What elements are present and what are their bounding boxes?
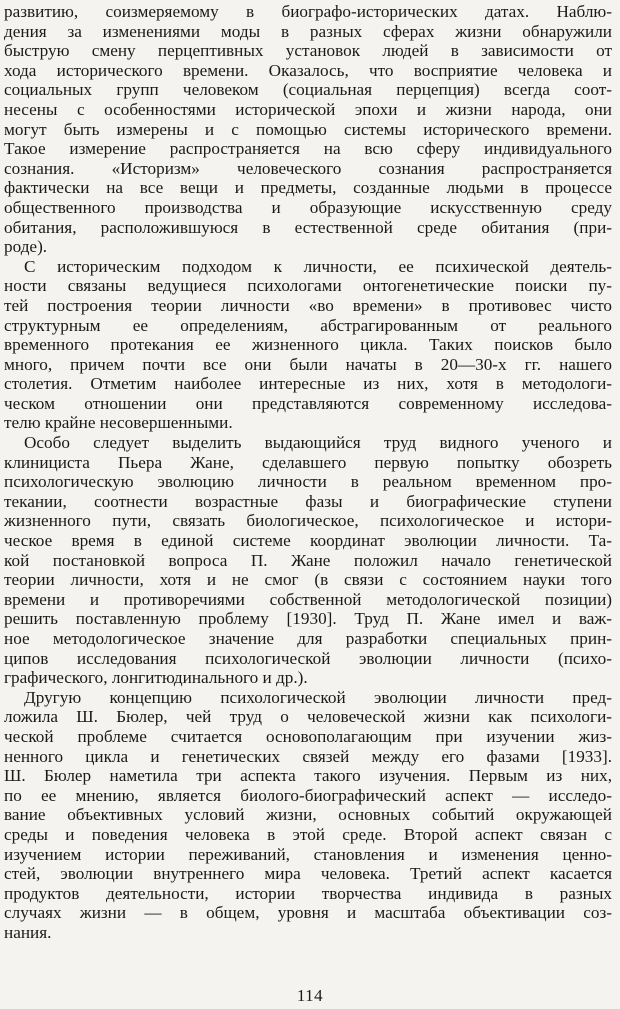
text-line: вание объективных условий жизни, основных событий окружающей bbox=[4, 805, 612, 825]
text-line: стей, эволюции внутреннего мира человека. Третий аспект касается bbox=[4, 864, 612, 884]
text-line: нания. bbox=[4, 922, 52, 942]
text-line: С историческим подходом к личности, ее психической деятель- bbox=[24, 256, 612, 276]
text-line: продуктов деятельности, истории творчества индивида в разных bbox=[4, 883, 612, 903]
text-line: тей построения теории личности «во времени» в противовес чисто bbox=[4, 295, 612, 315]
text-line: обитания, расположившуюся в естественной среде обитания (при- bbox=[4, 217, 612, 237]
text-line: ческом отношении они представляются современному исследова- bbox=[4, 393, 612, 413]
text-line: Особо следует выделить выдающийся труд видного ученого и bbox=[24, 433, 612, 453]
text-line: временного протекания ее жизненного цикла. Таких поисков было bbox=[4, 335, 612, 355]
text-line: структурным ее определениям, абстрагированным от реального bbox=[4, 315, 612, 335]
text-line: ложила Ш. Бюлер, чей труд о человеческой жизни как психологи- bbox=[4, 707, 612, 727]
text-line: дения за изменениями моды в разных сферах жизни обнаружили bbox=[4, 21, 612, 41]
text-line: Другую концепцию психологической эволюции личности пред- bbox=[24, 687, 612, 707]
text-line: по ее мнению, является биолого-биографический аспект — исследо- bbox=[4, 785, 612, 805]
page-text bbox=[4, 2, 612, 943]
text-line: случаях жизни — в общем, уровня и масштаба объективации соз- bbox=[4, 903, 612, 923]
text-line: хода исторического времени. Оказалось, что восприятие человека и bbox=[4, 60, 612, 80]
text-line: Ш. Бюлер наметила три аспекта такого изучения. Первым из них, bbox=[4, 766, 612, 786]
paragraph bbox=[4, 688, 612, 943]
text-line: ненного цикла и генетических связей между его фазами [1933]. bbox=[4, 746, 612, 766]
text-line: несены с особенностями исторической эпохи и жизни народа, они bbox=[4, 99, 612, 119]
text-line: Такое измерение распространяется на всю сферу индивидуального bbox=[4, 139, 612, 159]
paragraph bbox=[4, 2, 612, 257]
text-line: решить поставленную проблему [1930]. Труд П. Жане имел и важ- bbox=[4, 609, 612, 629]
page-number: 114 bbox=[296, 986, 324, 1005]
text-line: клинициста Пьера Жане, сделавшего первую попытку обозреть bbox=[4, 452, 612, 472]
text-line: кой постановкой вопроса П. Жане положил начало генетической bbox=[4, 550, 612, 570]
text-line: ческое время в единой системе координат эволюции личности. Та- bbox=[4, 531, 612, 551]
text-line: быструю смену перцептивных установок людей в зависимости от bbox=[4, 41, 612, 61]
text-line: сознания. «Историзм» человеческого сознания распространяется bbox=[4, 158, 612, 178]
text-line: много, причем почти все они были начаты в 20—30-х гг. нашего bbox=[4, 354, 612, 374]
text-line: телю крайне несовершенными. bbox=[4, 413, 233, 433]
text-line: психологическую эволюцию личности в реальном временном про- bbox=[4, 472, 612, 492]
text-line: текании, соотнести возрастные фазы и биографические ступени bbox=[4, 491, 612, 511]
text-line: изучением истории переживаний, становления и изменения ценно- bbox=[4, 844, 612, 864]
text-line: развитию, соизмеряемому в биографо-исторических датах. Наблю- bbox=[4, 2, 612, 21]
text-line: ципов исследования психологической эволюции личности (психо- bbox=[4, 648, 612, 668]
paragraph bbox=[4, 433, 612, 688]
text-line: графического, лонгитюдинального и др.). bbox=[4, 668, 308, 688]
text-line: роде). bbox=[4, 237, 48, 257]
text-line: среды и поведения человека в этой среде. Второй аспект связан с bbox=[4, 824, 612, 844]
text-line: столетия. Отметим наиболее интересные из них, хотя в методологи- bbox=[4, 374, 612, 394]
text-line: могут быть измерены и с помощью системы исторического времени. bbox=[4, 119, 612, 139]
text-line: общественного производства и образующие искусственную среду bbox=[4, 197, 612, 217]
text-line: социальных групп человеком (социальная перцепция) всегда соот- bbox=[4, 80, 612, 100]
text-line: ное методологическое значение для разработки специальных прин- bbox=[4, 629, 612, 648]
paragraph bbox=[4, 257, 612, 433]
text-line: времени и противоречиями собственной методологической позиции) bbox=[4, 589, 612, 609]
text-line: ности связаны ведущиеся психологами онтогенетические поиски пу- bbox=[4, 276, 612, 296]
text-line: жизненного пути, связать биологическое, психологическое и истори- bbox=[4, 511, 612, 531]
text-line: фактически на все вещи и предметы, созданные людьми в процессе bbox=[4, 178, 612, 198]
text-line: ческой проблеме считается основополагающим при изучении жиз- bbox=[4, 726, 612, 746]
text-line: теории личности, хотя и не смог (в связи с состоянием науки того bbox=[4, 570, 612, 590]
